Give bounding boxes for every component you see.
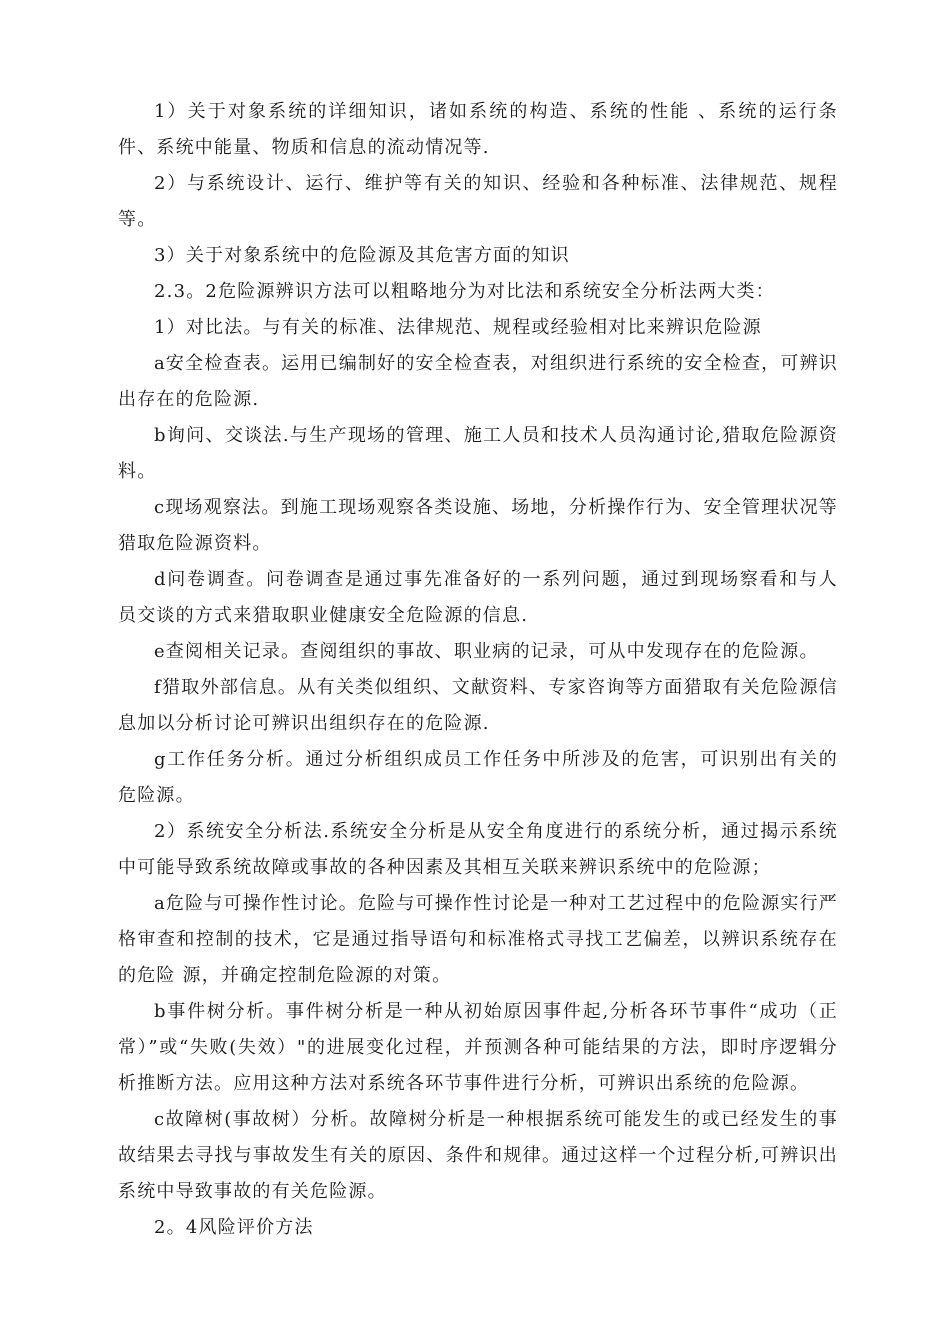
document-body <box>118 94 838 1246</box>
paragraph-event-tree: b事件树分析。事件树分析是一种从初始原因事件起,分析各环节事件“成功（正常）”或“失败(失效）"的进展变化过程，并预测各种可能结果的方法，即时序逻辑分析推断方法。应用这种方法对系统各环节事件进行分析，可辨识出系统的危险源。 <box>118 1001 838 1094</box>
paragraph-design-knowledge: 2）与系统设计、运行、维护等有关的知识、经验和各种标准、法律规范、规程等。 <box>118 173 838 230</box>
paragraph-inquiry: b询问、交谈法.与生产现场的管理、施工人员和技术人员沟通讨论,猎取危险源资料。 <box>118 425 838 482</box>
paragraph-comparison-method: 1）对比法。与有关的标准、法律规范、规程或经验相对比来辨识危险源 <box>154 317 762 338</box>
paragraph-checklist: a安全检查表。运用已编制好的安全检查表，对组织进行系统的安全检查，可辨识出存在的危险源. <box>118 353 838 410</box>
paragraph-hazop: a危险与可操作性讨论。危险与可操作性讨论是一种对工艺过程中的危险源实行严格审查和控制的技术，它是通过指导语句和标准格式寻找工艺偏差，以辨识系统存在的危险 源，并确定控制危险源的对策。 <box>118 893 838 986</box>
paragraph-fault-tree: c故障树(事故树）分析。故障树分析是一种根据系统可能发生的或已经发生的事故结果去寻找与事故发生有关的原因、条件和规律。通过这样一个过程分析,可辨识出系统中导致事故的有关危险源。 <box>118 1109 838 1202</box>
paragraph-identification-methods: 2.3。2危险源辨识方法可以粗略地分为对比法和系统安全分析法两大类： <box>154 281 775 302</box>
paragraph-questionnaire: d问卷调查。问卷调查是通过事先准备好的一系列问题，通过到现场察看和与人员交谈的方式来猎取职业健康安全危险源的信息. <box>118 569 838 626</box>
paragraph-site-observation: c现场观察法。到施工现场观察各类设施、场地，分析操作行为、安全管理状况等猎取危险源资料。 <box>118 497 838 554</box>
paragraph-records-review: e查阅相关记录。查阅组织的事故、职业病的记录，可从中发现存在的危险源。 <box>154 641 819 662</box>
paragraph-system-knowledge: 1）关于对象系统的详细知识，诸如系统的构造、系统的性能 、系统的运行条件、系统中能量、物质和信息的流动情况等. <box>118 101 838 158</box>
section-heading-risk-evaluation: 2。4风险评价方法 <box>154 1217 314 1238</box>
paragraph-external-info: f猎取外部信息。从有关类似组织、文献资料、专家咨询等方面猎取有关危险源信息加以分析讨论可辨识出组织存在的危险源. <box>118 677 838 734</box>
paragraph-hazard-knowledge: 3）关于对象系统中的危险源及其危害方面的知识 <box>154 245 570 266</box>
paragraph-task-analysis: g工作任务分析。通过分析组织成员工作任务中所涉及的危害，可识别出有关的危险源。 <box>118 749 838 806</box>
paragraph-system-safety-analysis: 2）系统安全分析法.系统安全分析是从安全角度进行的系统分析，通过揭示系统中可能导致系统故障或事故的各种因素及其相互关联来辨识系统中的危险源； <box>118 821 838 878</box>
